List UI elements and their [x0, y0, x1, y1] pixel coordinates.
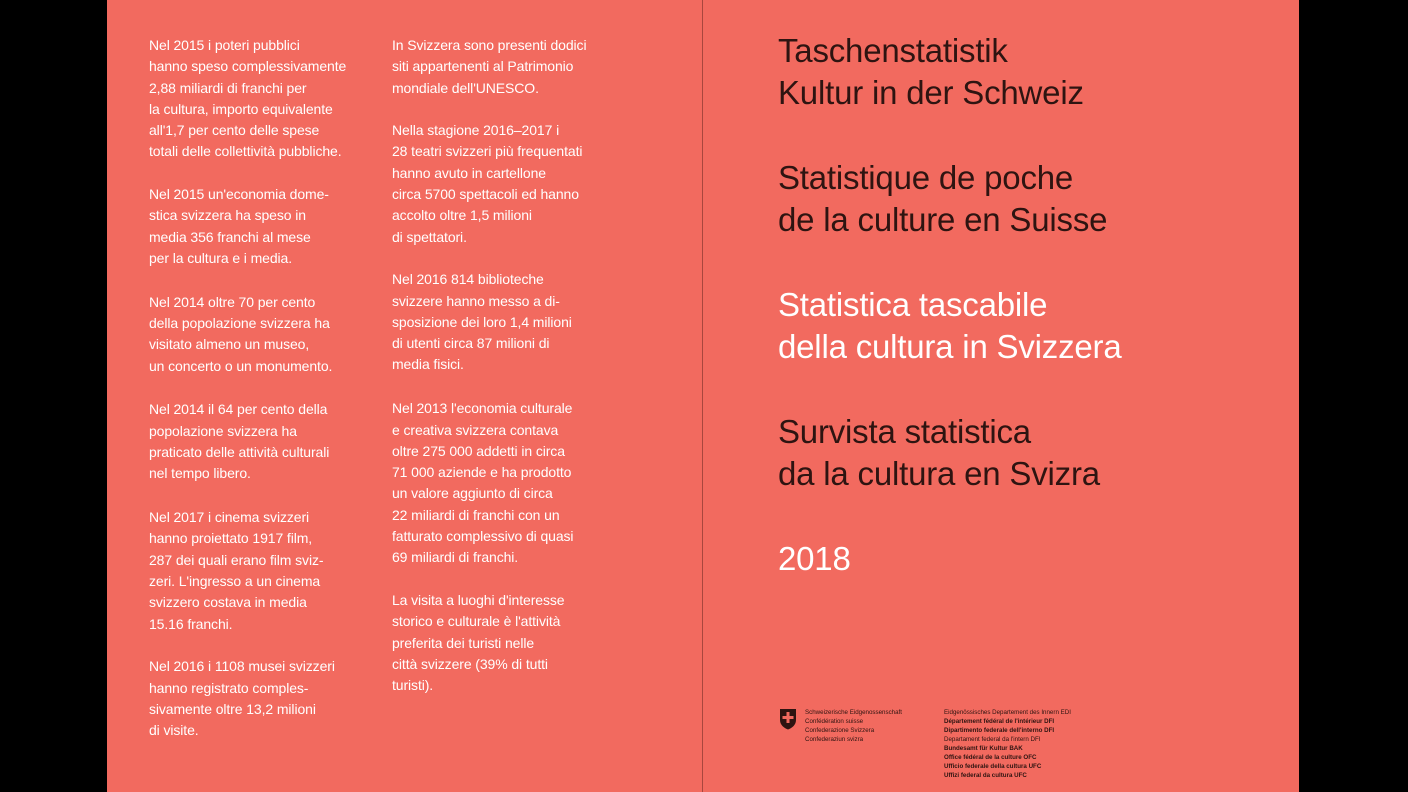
- booklet-spread: [107, 0, 1299, 792]
- facts-column-1: [149, 35, 377, 763]
- office-line-rm: Uffizi federal da cultura UFC: [944, 772, 1027, 779]
- fact-tourism: La visita a luoghi d'interesse storico e culturale è l'attività preferita dei turisti nelle città svizzere (39% di tutti turisti).: [392, 591, 565, 694]
- fact-museums-2016: Nel 2016 i 1108 musei svizzeri hanno registrato comples- sivamente oltre 13,2 milioni di visite.: [149, 658, 335, 739]
- fact-cultural-activities: Nel 2014 il 64 per cento della popolazione svizzera ha praticato delle attività culturali nel tempo libero.: [149, 401, 330, 482]
- issuer-line-fr: Confédération suisse: [805, 718, 864, 725]
- fact-public-spending: Nel 2015 i poteri pubblici hanno speso complessivamente 2,88 miliardi di franchi per la cultura, importo equivalente all'1,7 per cento delle spese totali delle collettività pubbliche.: [149, 37, 347, 160]
- swiss-cross-crest-icon: [779, 708, 797, 730]
- office-line-fr: Office fédéral de la culture OFC: [944, 754, 1037, 761]
- issuer-line-it: Confederazione Svizzera: [805, 727, 875, 734]
- dept-line-rm: Departament federal da l'intern DFI: [944, 736, 1041, 743]
- dept-line-it: Dipartimento federale dell'interno DFI: [944, 727, 1055, 734]
- title-french: Statistique de poche de la culture en Suisse: [778, 159, 1108, 238]
- cover-titles: [778, 30, 1122, 580]
- title-romansh: Survista statistica da la cultura en Svizra: [778, 413, 1100, 492]
- dept-line-de: Eidgenössisches Departement des Innern EDI: [944, 709, 1071, 716]
- fact-unesco: In Svizzera sono presenti dodici siti appartenenti al Patrimonio mondiale dell'UNESCO.: [392, 37, 587, 96]
- facts-column-2: [392, 35, 624, 718]
- issuer-block: [805, 708, 955, 744]
- fact-creative-economy: Nel 2013 l'economia culturale e creativa svizzera contava oltre 275 000 addetti in circa 71 000 aziende e ha prodotto un valore aggiunto di circa 22 miliardi di franchi con un fatturato complessivo di quasi 69 miliardi di franchi.: [392, 400, 574, 566]
- title-italian: Statistica tascabile della cultura in Svizzera: [778, 286, 1122, 365]
- publication-year: 2018: [778, 540, 851, 577]
- office-line-de: Bundesamt für Kultur BAK: [944, 745, 1023, 752]
- fact-libraries: Nel 2016 814 biblioteche svizzere hanno messo a di- sposizione dei loro 1,4 milioni di utenti circa 87 milioni di media fisici.: [392, 271, 572, 373]
- office-line-it: Ufficio federale della cultura UFC: [944, 763, 1042, 770]
- publisher-footer: [779, 708, 1209, 788]
- fact-cinema: Nel 2017 i cinema svizzeri hanno proiettato 1917 film, 287 dei quali erano film sviz- zeri. L'ingresso a un cinema svizzero costava in media 15.16 franchi.: [149, 509, 324, 632]
- fact-theatres: Nella stagione 2016–2017 i 28 teatri svizzeri più frequentati hanno avuto in cartellone circa 5700 spettacoli ed hanno accolto oltre 1,5 milioni di spettatori.: [392, 122, 583, 245]
- issuer-line-rm: Confederaziun svizra: [805, 736, 864, 743]
- right-page: [703, 0, 1299, 792]
- dept-line-fr: Département fédéral de l'intérieur DFI: [944, 718, 1055, 725]
- fact-museum-visits-2014: Nel 2014 oltre 70 per cento della popolazione svizzera ha visitato almeno un museo, un concerto o un monumento.: [149, 293, 333, 374]
- title-german: Taschenstatistik Kultur in der Schweiz: [778, 32, 1084, 111]
- department-block: [944, 708, 1124, 780]
- fact-household-spending: Nel 2015 un'economia dome- stica svizzera ha speso in media 356 franchi al mese per la cultura e i media.: [149, 186, 329, 266]
- left-page: [107, 0, 703, 792]
- issuer-line-de: Schweizerische Eidgenossenschaft: [805, 709, 902, 716]
